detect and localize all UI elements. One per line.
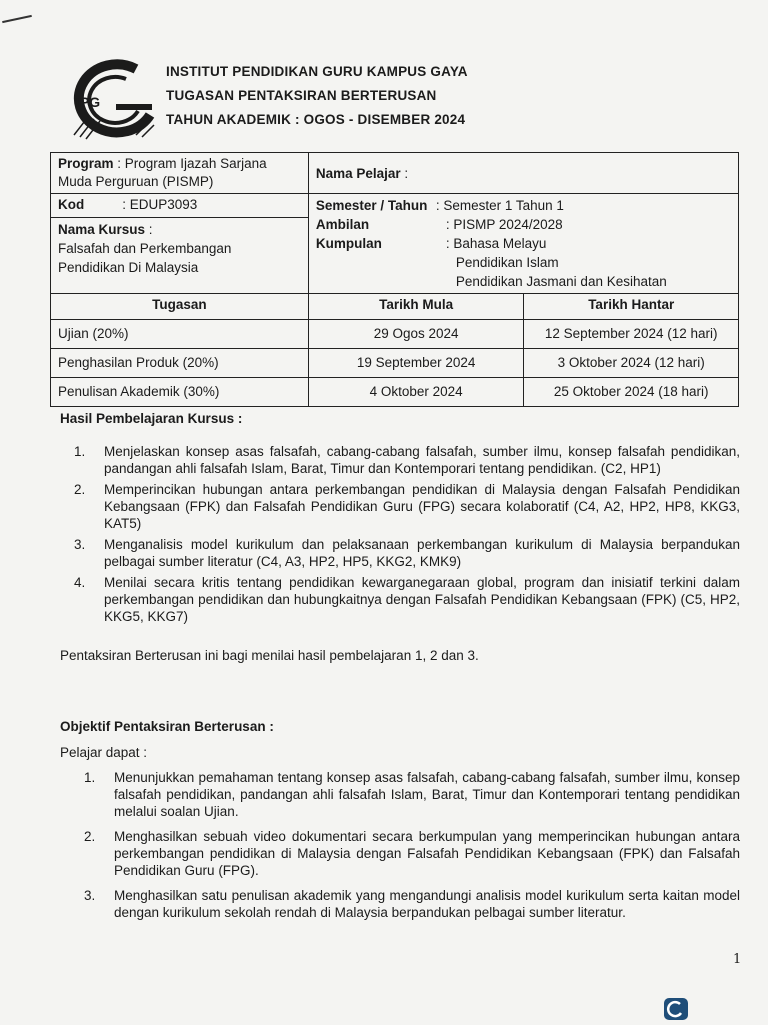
objectives-list xyxy=(60,769,740,921)
kumpulan-value-2: Pendidikan Islam xyxy=(455,255,559,270)
objectives-title: Objektif Pentaksiran Berterusan : xyxy=(60,719,274,734)
list-item: 3. Menganalisis model kurikulum dan pelaksanaan perkembangan kurikulum di Malaysia berpandukan pelbagai sumber literatur (C4, A3, HP2, HP5, KKG2, KMK9) xyxy=(74,537,740,569)
student-name-value: : xyxy=(400,165,409,181)
course-name-colon: : xyxy=(145,222,153,237)
list-item: 1. Menunjukkan pemahaman tentang konsep asas falsafah, cabang-cabang falsafah, sumber ilmu, konsep falsafah pendidikan, pandangan ahli falsafah Islam, Barat, Timur dan Kontemporari tentang pendidikan melalui soalan Ujian. xyxy=(84,770,740,819)
list-item: 3. Menghasilkan satu penulisan akademik yang mengandungi analisis model kurikulum serta kaitan model dengan kurikulum sekolah rendah di Malaysia berpandukan pelbagai sumber literatur. xyxy=(84,888,740,920)
scanner-app-icon xyxy=(664,998,688,1020)
ambilan-value: : PISMP 2024/2028 xyxy=(445,217,563,232)
kod-value: : EDUP3093 xyxy=(122,197,198,212)
table-row xyxy=(51,378,739,407)
institution-name: INSTITUT PENDIDIKAN GURU KAMPUS GAYA xyxy=(166,64,468,79)
list-item: 2. Memperincikan hubungan antara perkembangan pendidikan di Malaysia dengan Falsafah Pendidikan Kebangsaan (FPK) dan Falsafah Pendidikan Guru (FPG) secara kolaboratif (C4, A2, HP2, HP8, KKG3, KAT5) xyxy=(74,482,740,531)
course-info-table xyxy=(50,152,739,407)
task-name: Penulisan Akademik (30%) xyxy=(51,378,309,407)
course-cell xyxy=(51,194,309,294)
course-name-label: Nama Kursus xyxy=(58,222,146,237)
task-due: 25 Oktober 2024 (18 hari) xyxy=(524,378,739,407)
task-start: 19 September 2024 xyxy=(308,349,524,378)
kod-label: Kod xyxy=(58,197,85,212)
learning-outcomes-title: Hasil Pembelajaran Kursus : xyxy=(60,411,243,426)
kumpulan-value-3: Pendidikan Jasmani dan Kesihatan xyxy=(455,274,667,289)
task-name: Penghasilan Produk (20%) xyxy=(51,349,309,378)
assessment-title: TUGASAN PENTAKSIRAN BERTERUSAN xyxy=(166,88,437,103)
task-name: Ujian (20%) xyxy=(51,320,309,349)
program-label: Program xyxy=(58,156,114,171)
objectives-section xyxy=(60,718,740,925)
col-header-tugasan: Tugasan xyxy=(51,294,309,320)
svg-text:IPG: IPG xyxy=(76,94,101,110)
page-number: 1 xyxy=(733,952,742,967)
task-start: 29 Ogos 2024 xyxy=(308,320,524,349)
kumpulan-label: Kumpulan xyxy=(315,236,382,251)
document-header xyxy=(166,60,468,132)
learning-outcomes-list xyxy=(60,443,740,625)
list-item: 1. Menjelaskan konsep asas falsafah, cabang-cabang falsafah, sumber ilmu, konsep falsafah pendidikan, pandangan ahli falsafah Islam, Barat, Timur dan Kontemporari tentang pendidikan. (C2, HP1) xyxy=(74,444,740,476)
student-name-cell xyxy=(308,153,738,194)
table-row xyxy=(51,320,739,349)
objectives-intro: Pelajar dapat : xyxy=(60,745,148,760)
ipg-logo xyxy=(66,55,162,141)
list-item: 4. Menilai secara kritis tentang pendidikan kewarganegaraan global, program dan inisiatif terkini dalam perkembangan pendidikan dan hubungkaitnya dengan Falsafah Pendidikan Kebangsaan (FPK) (C5, HP2, KKG5, KKG7) xyxy=(74,575,740,624)
task-start: 4 Oktober 2024 xyxy=(308,378,524,407)
scan-mark xyxy=(2,15,32,23)
assessment-note: Pentaksiran Berterusan ini bagi menilai hasil pembelajaran 1, 2 dan 3. xyxy=(60,648,479,663)
kumpulan-value-1: : Bahasa Melayu xyxy=(445,236,547,251)
semester-cell xyxy=(308,194,738,294)
program-cell xyxy=(51,153,309,194)
semester-value: : Semester 1 Tahun 1 xyxy=(435,198,564,213)
ambilan-label: Ambilan xyxy=(315,217,370,232)
task-due: 3 Oktober 2024 (12 hari) xyxy=(524,349,739,378)
list-item: 2. Menghasilkan sebuah video dokumentari secara berkumpulan yang memperincikan hubungan antara perkembangan pendidikan di Malaysia dengan Falsafah Pendidikan Kebangsaan (FPK) dan Falsafah Pendidikan Guru (FPG). xyxy=(84,829,740,878)
task-due: 12 September 2024 (12 hari) xyxy=(524,320,739,349)
semester-label: Semester / Tahun xyxy=(315,198,428,213)
table-row xyxy=(51,349,739,378)
student-name-label: Nama Pelajar xyxy=(315,165,401,181)
col-header-tarikh-mula: Tarikh Mula xyxy=(308,294,524,320)
col-header-tarikh-hantar: Tarikh Hantar xyxy=(524,294,739,320)
program-value: : Program Ijazah Sarjana Muda Perguruan (PISMP) xyxy=(58,156,267,189)
learning-outcomes-section xyxy=(60,410,740,664)
academic-year: TAHUN AKADEMIK : OGOS - DISEMBER 2024 xyxy=(166,112,466,127)
course-name-value: Falsafah dan Perkembangan Pendidikan Di Malaysia xyxy=(58,241,232,275)
